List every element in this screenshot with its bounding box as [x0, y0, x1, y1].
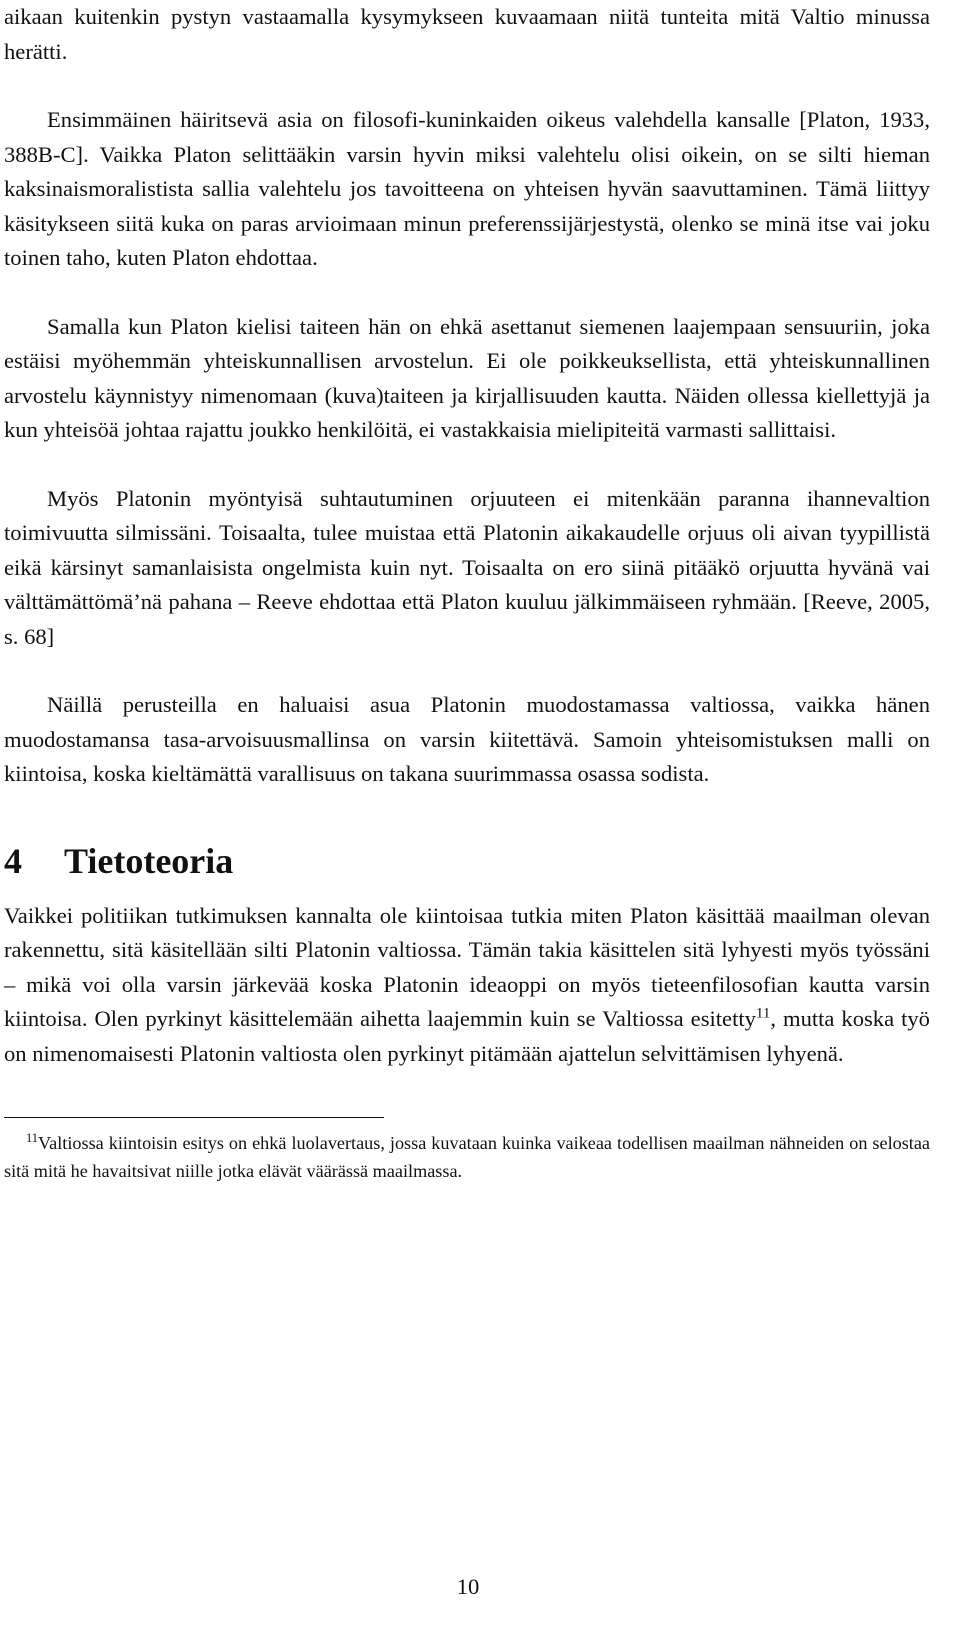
paragraph-lying: Ensimmäinen häiritsevä asia on filosofi-kuninkaiden oikeus valehdella kansalle [Platon, 1933, 388B-C]. Vaikka Platon selittääkin varsin hyvin miksi valehtelu olisi oikein, on se silti hieman kaksinaismoralistista sallia valehtelu jos tavoitteena on yhteisen hyvän saavuttaminen. Tämä liittyy käsitykseen siitä kuka on paras arvioimaan minun preferenssijärjestystä, olenko se minä itse vai joku toinen taho, kuten Platon ehdottaa.: [4, 107, 930, 270]
page-number: 10: [456, 1574, 480, 1599]
section-title: Tietoteoria: [64, 840, 234, 881]
paragraph-continued: aikaan kuitenkin pystyn vastaamalla kysymykseen kuvaamaan niitä tunteita mitä Valtio minussa herätti.: [4, 4, 930, 64]
paragraph-epistemology-text-end: , mutta koska työ on nimenomaisesti Platonin valtiosta olen pyrkinyt pitämään ajattelun selvittämisen lyhyenä.: [4, 1006, 930, 1066]
paragraph-epistemology: [4, 899, 930, 1072]
section-heading: [4, 839, 930, 883]
paragraph-epistemology-text: Vaikkei politiikan tutkimuksen kannalta ole kiintoisaa tutkia miten Platon käsittää maailman olevan rakennettu, sitä käsitellään silti Platonin valtiossa. Tämän takia käsittelen sitä lyhyesti myös työssäni – mikä voi olla varsin järkevää koska Platonin ideaoppi on myös tieteenfilosofian kautta varsin kiintoisa. Olen pyrkinyt käsittelemään aihetta laajemmin kuin se Valtiossa esitetty: [4, 902, 930, 1031]
section-number: 4: [4, 840, 22, 881]
footnote-divider: [4, 1117, 384, 1118]
footnote-mark: 11: [26, 1130, 39, 1145]
paragraph-slavery: Myös Platonin myöntyisä suhtautuminen orjuuteen ei mitenkään paranna ihannevaltion toimivuutta silmissäni. Toisaalta, tulee muistaa että Platonin aikakaudelle orjuus oli aivan tyypillistä eikä kärsinyt samanlaisista ongelmista kuin nyt. Toisaalta on ero siinä pitääkö orjuutta hyvänä vai välttämättömä’nä pahana – Reeve ehdottaa että Platon kuuluu jälkimmäiseen ryhmään. [Reeve, 2005, s. 68]: [4, 485, 930, 649]
footnote-reference: 11: [755, 1005, 771, 1022]
document-page: [4, 0, 930, 1185]
paragraph-conclusion: Näillä perusteilla en haluaisi asua Platonin muodostamassa valtiossa, vaikka hänen muodostamansa tasa-arvoisuusmallinsa on varsin kiitettävä. Samoin yhteisomistuksen malli on kiintoisa, koska kieltämättä varallisuus on takana suurimmassa osassa sodista.: [4, 692, 930, 786]
paragraph-censorship: Samalla kun Platon kielisi taiteen hän on ehkä asettanut siemenen laajempaan sensuuriin, joka estäisi myöhemmän yhteiskunnallisen arvostelun. Ei ole poikkeuksellista, että yhteiskunnallinen arvostelu käynnistyy nimenomaan (kuva)taiteen ja kirjallisuuden kautta. Näiden ollessa kiellettyjä ja kun yhteisöä johtaa rajattu joukko henkilöitä, ei vastakkaisia mielipiteitä varmasti sallittaisi.: [4, 313, 930, 442]
footnote-text: Valtiossa kiintoisin esitys on ehkä luolavertaus, jossa kuvataan kuinka vaikeaa todellisen maailman nähneiden on selostaa sitä mitä he havaitsivat niille jotka elävät väärässä maailmassa.: [4, 1133, 930, 1181]
footnote: [4, 1130, 930, 1185]
